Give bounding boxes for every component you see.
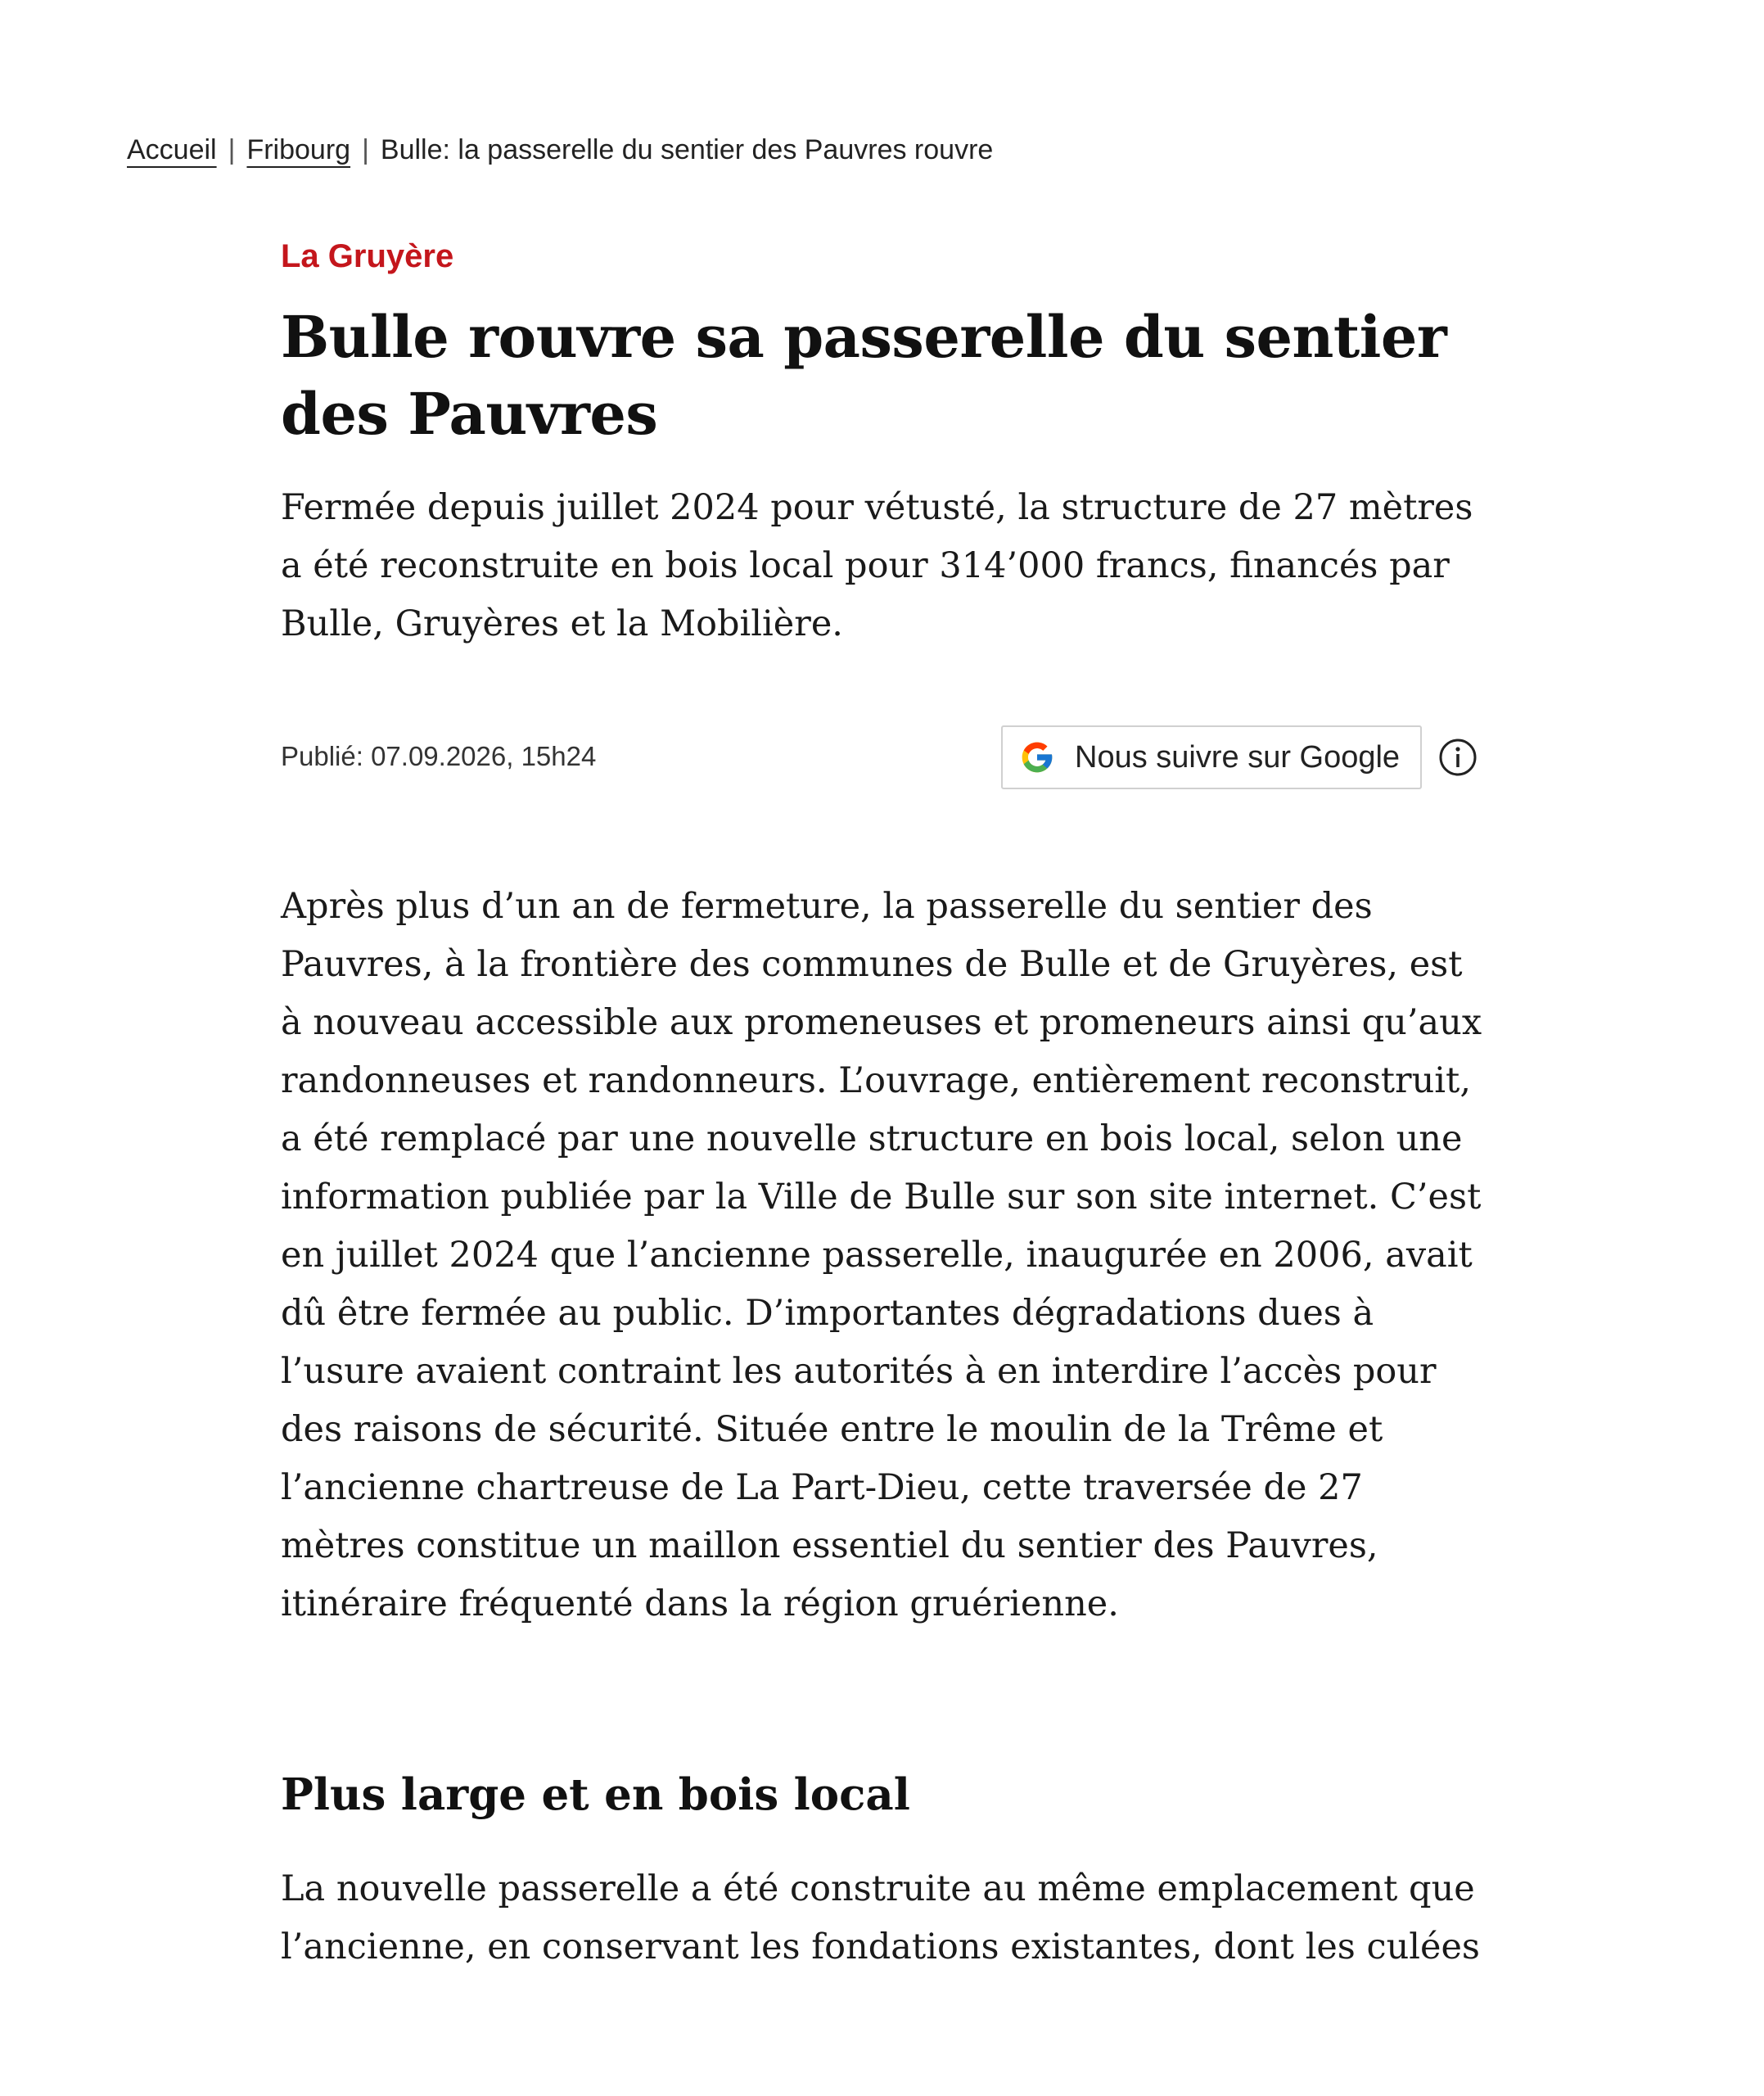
article-paragraph: Après plus d’un an de fermeture, la passerelle du sentier des Pauvres, à la frontière des communes de Bulle et de Gruyères, est à nouveau accessible aux promeneuses et promeneurs ainsi qu’aux randonneuses et randonneurs. L’ouvrage, entièrement reconstruit, a été remplacé par une nouvelle structure en bois local, selon une information publiée par la Ville de Bulle sur son site internet. C’est en juillet 2024 que l’ancienne passerelle, inaugurée en 2006, avait dû être fermée au public. D’importantes dégradations dues à l’usure avaient contraint les autorités à en interdire l’accès pour des raisons de sécurité. Située entre le moulin de la Trême et l’ancienne chartreuse de La Part-Dieu, cette traversée de 27 mètres constitue un maillon essentiel du sentier des Pauvres, itinéraire fréquenté dans la région gruérienne. [281, 886, 1482, 1624]
info-icon[interactable] [1437, 737, 1478, 778]
breadcrumb [127, 129, 993, 170]
breadcrumb-home-link[interactable]: Accueil [127, 134, 217, 165]
breadcrumb-separator: | [362, 134, 369, 165]
article-lead: Fermée depuis juillet 2024 pour vétusté, la structure de 27 mètres a été reconstruite en bois local pour 314’000 francs, financés par Bulle, Gruyères et la Mobilière. [281, 487, 1473, 644]
breadcrumb-section-link[interactable]: Fribourg [246, 134, 351, 165]
breadcrumb-current: Bulle: la passerelle du sentier des Pauvres rouvre [380, 134, 994, 165]
article-meta [281, 720, 1492, 794]
google-g-icon [1019, 739, 1055, 775]
follow-on-google-label: Nous suivre sur Google [1075, 739, 1401, 775]
follow-on-google-button[interactable] [1001, 725, 1422, 789]
published-date: Publié: 07.09.2026, 15h24 [281, 741, 597, 771]
article-subheading: Plus large et en bois local [281, 1769, 910, 1820]
breadcrumb-separator: | [228, 134, 236, 165]
article-paragraph: La nouvelle passerelle a été construite au même emplacement que l’ancienne, en conservant les fondations existantes, dont les culées [281, 1868, 1481, 1967]
article-headline: Bulle rouvre sa passerelle du sentier des Pauvres [281, 303, 1447, 448]
article-kicker[interactable]: La Gruyère [281, 238, 454, 274]
